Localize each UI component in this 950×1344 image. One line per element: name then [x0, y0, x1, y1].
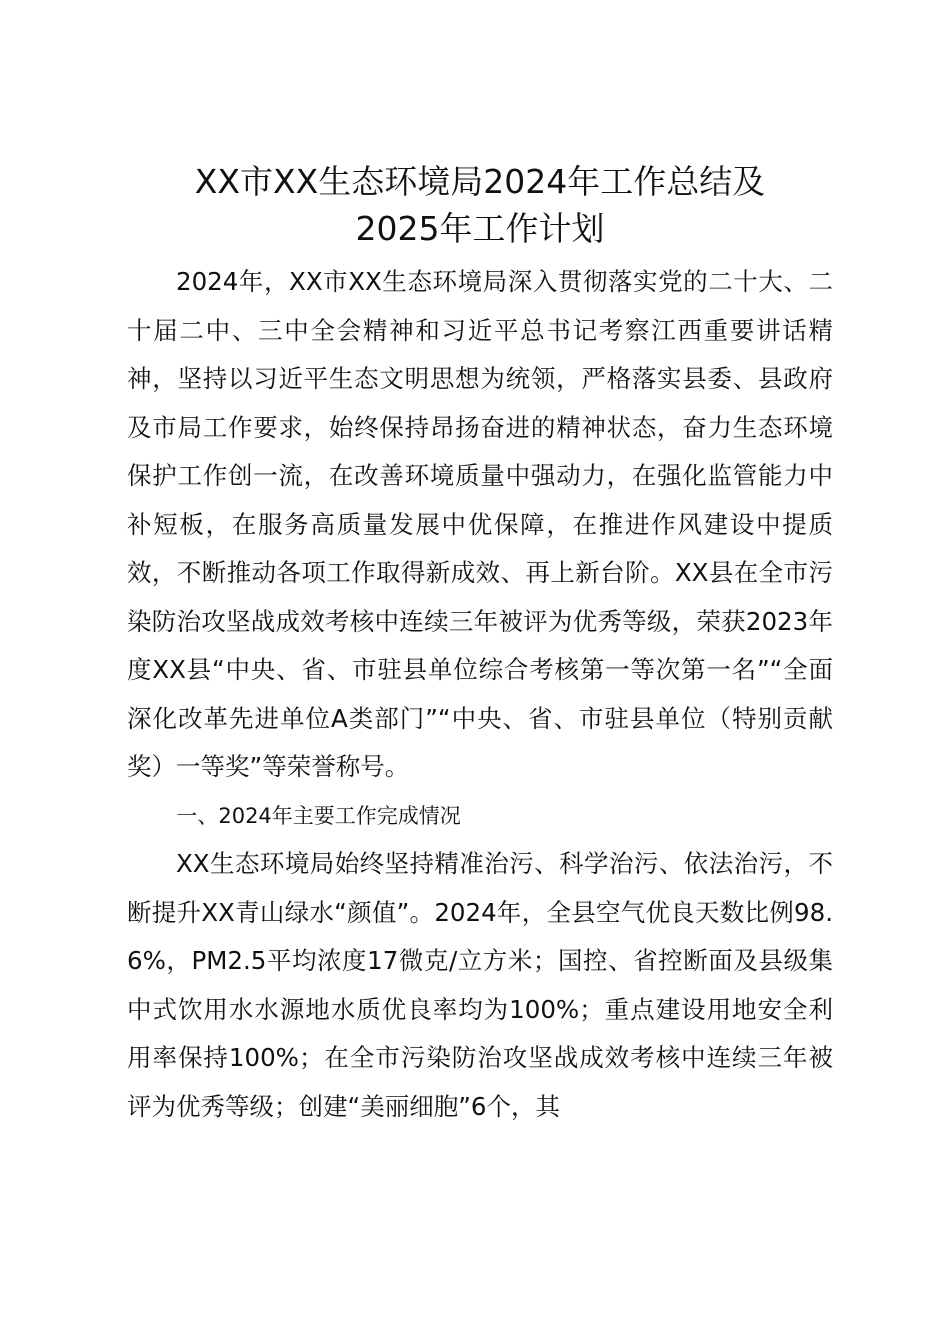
document-page [127, 158, 833, 1131]
title-line-2: 2025年工作计划 [355, 209, 605, 248]
document-title [127, 158, 833, 252]
section-paragraph: XX生态环境局始终坚持精准治污、科学治污、依法治污，不断提升XX青山绿水“颜值”。2024年，全县空气优良天数比例98.6%，PM2.5平均浓度17微克/立方米；国控、省控断面及县级集中式饮用水水源地水质优良率均为100%；重点建设用地安全利用率保持100%；在全市污染防治攻坚战成效考核中连续三年被评为优秀等级；创建“美丽细胞”6个，其 [127, 849, 833, 1121]
section-heading: 一、2024年主要工作完成情况 [176, 803, 461, 828]
intro-paragraph: 2024年，XX市XX生态环境局深入贯彻落实党的二十大、二十届二中、三中全会精神和习近平总书记考察江西重要讲话精神，坚持以习近平生态文明思想为统领，严格落实县委、县政府及市局工作要求，始终保持昂扬奋进的精神状态，奋力生态环境保护工作创一流，在改善环境质量中强动力，在强化监管能力中补短板，在服务高质量发展中优保障，在推进作风建设中提质效，不断推动各项工作取得新成效、再上新台阶。XX县在全市污染防治攻坚战成效考核中连续三年被评为优秀等级，荣获2023年度XX县“中央、省、市驻县单位综合考核第一等次第一名”“全面深化改革先进单位A类部门”“中央、省、市驻县单位（特别贡献奖）一等奖”等荣誉称号。 [127, 267, 833, 781]
document-body [127, 258, 833, 1131]
title-line-1: XX市XX生态环境局2024年工作总结及 [194, 162, 766, 201]
